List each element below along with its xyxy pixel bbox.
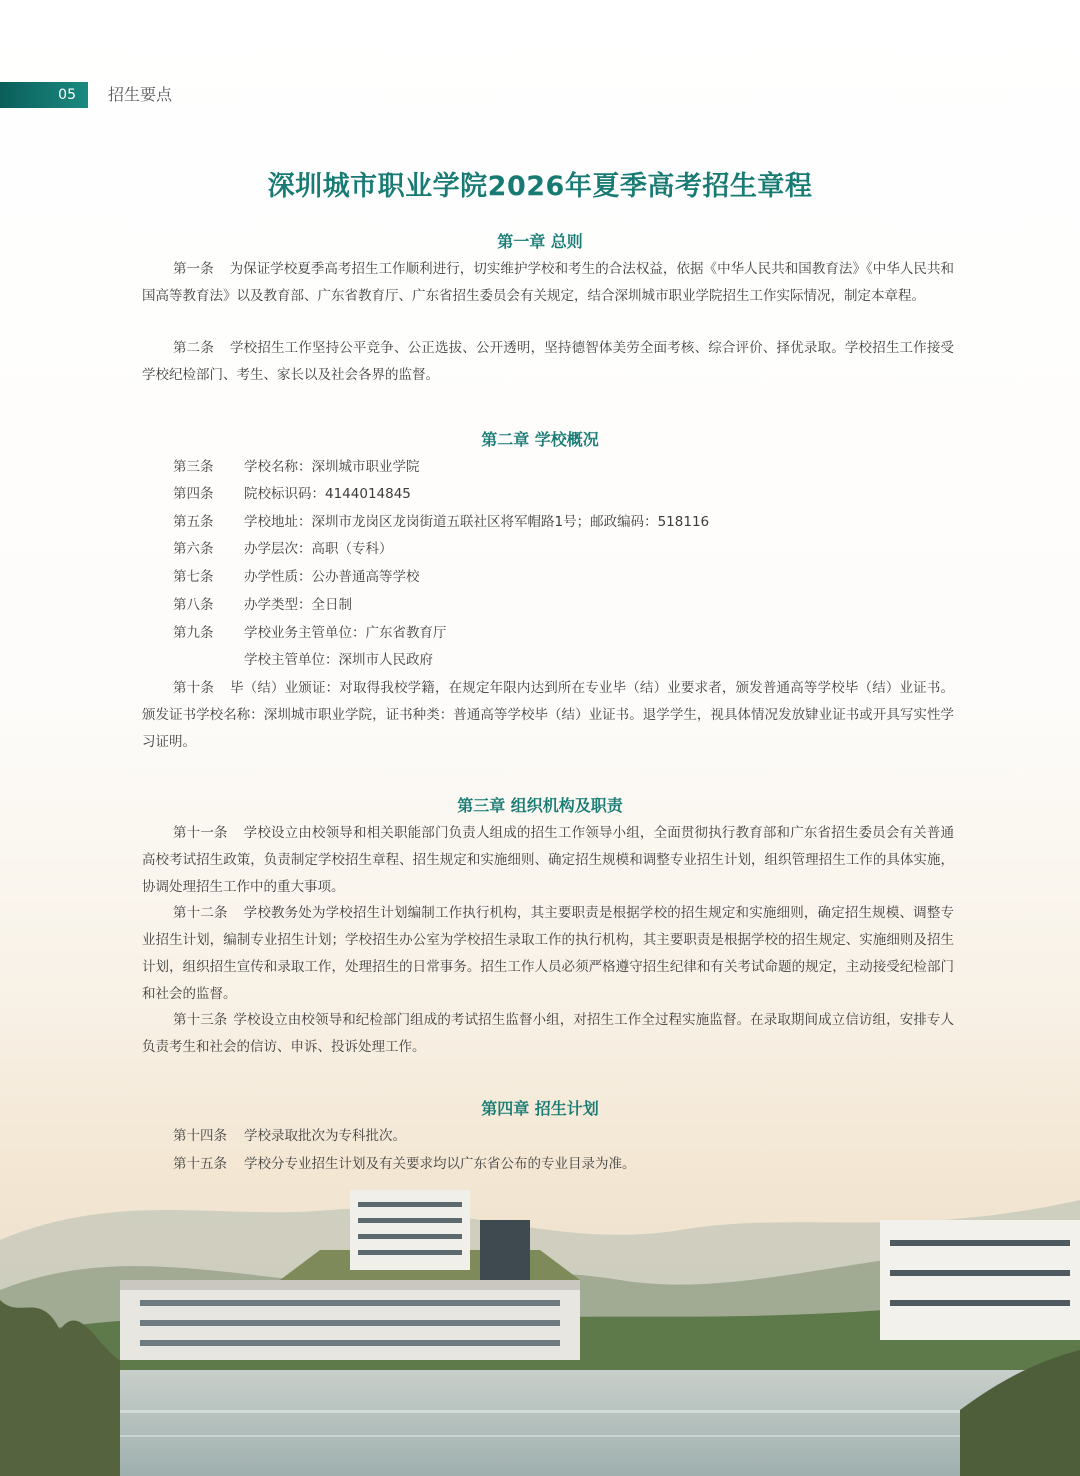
- article-2: [142, 335, 954, 389]
- article-label: 第八条: [173, 597, 214, 613]
- article-3: [173, 454, 420, 481]
- article-1: [142, 256, 954, 310]
- article-label: 第十一条: [173, 825, 228, 841]
- article-label: 第十五条: [173, 1156, 227, 1172]
- article-6: [173, 536, 393, 563]
- article-text: 学校设立由校领导和纪检部门组成的考试招生监督小组，对招生工作全过程实施监督。在录取期间成立信访组，安排专人负责考生和社会的信访、申诉、投诉处理工作。: [142, 1012, 955, 1055]
- article-label: 第一条: [173, 261, 214, 277]
- article-text: 学校主管单位：深圳市人民政府: [244, 652, 433, 668]
- article-text: 学校招生工作坚持公平竞争、公正选拔、公开透明，坚持德智体美劳全面考核、综合评价、择优录取。学校招生工作接受学校纪检部门、考生、家长以及社会各界的监督。: [142, 340, 955, 383]
- article-14: [173, 1123, 406, 1150]
- chapter-heading-3: 第三章 组织机构及职责: [457, 796, 623, 815]
- article-text: 毕（结）业颁证：对取得我校学籍，在规定年限内达到所在专业毕（结）业要求者，颁发普通高等学校毕（结）业证书。颁发证书学校名称：深圳城市职业学院，证书种类：普通高等学校毕（结）业证书。退学学生，视具体情况发放肄业证书或开具写实性学习证明。: [142, 680, 955, 750]
- article-label: 第九条: [173, 625, 214, 641]
- article-label: 第十四条: [173, 1128, 227, 1144]
- article-text: 学校名称：深圳城市职业学院: [244, 459, 420, 475]
- chapter-heading-1: 第一章 总则: [497, 232, 583, 251]
- article-label: 第十二条: [173, 905, 228, 921]
- article-text: 学校分专业招生计划及有关要求均以广东省公布的专业目录为准。: [244, 1156, 636, 1172]
- document-title: 深圳城市职业学院2026年夏季高考招生章程: [267, 171, 813, 202]
- article-text: 为保证学校夏季高考招生工作顺利进行，切实维护学校和考生的合法权益，依据《中华人民共和国教育法》《中华人民共和国高等教育法》以及教育部、广东省教育厅、广东省招生委员会有关规定，结合深圳城市职业学院招生工作实际情况，制定本章程。: [142, 261, 955, 304]
- article-text: 学校设立由校领导和相关职能部门负责人组成的招生工作领导小组，全面贯彻执行教育部和广东省招生委员会有关普通高校考试招生政策，负责制定学校招生章程、招生规定和实施细则、确定招生规模和调整专业招生计划，组织管理招生工作的具体实施，协调处理招生工作中的重大事项。: [142, 825, 955, 895]
- article-label: 第六条: [173, 541, 214, 557]
- article-5: [173, 509, 709, 536]
- article-text: 院校标识码：4144014845: [244, 486, 411, 502]
- chapter-heading-2: 第二章 学校概况: [481, 430, 599, 449]
- article-15: [173, 1151, 636, 1178]
- article-text: 学校教务处为学校招生计划编制工作执行机构，其主要职责是根据学校的招生规定和实施细则，确定招生规模、调整专业招生计划，编制专业招生计划；学校招生办公室为学校招生录取工作的执行机构，其主要职责是根据学校的招生规定、实施细则及招生计划，组织招生宣传和录取工作，处理招生的日常事务。招生工作人员必须严格遵守招生纪律和有关考试命题的规定，主动接受纪检部门和社会的监督。: [142, 905, 955, 1002]
- article-11: [142, 820, 954, 901]
- article-text: 办学类型：全日制: [244, 597, 352, 613]
- article-label: 第十三条: [173, 1012, 228, 1028]
- article-label: 第四条: [173, 486, 214, 502]
- article-label: 第十条: [173, 680, 214, 696]
- chapter-heading-4: 第四章 招生计划: [481, 1099, 599, 1118]
- article-label: 第三条: [173, 459, 214, 475]
- campus-illustration: [0, 1180, 1080, 1476]
- article-label: 第七条: [173, 569, 214, 585]
- article-text: 办学层次：高职（专科）: [244, 541, 393, 557]
- article-9-continued: [244, 647, 433, 674]
- article-8: [173, 592, 352, 619]
- article-9: [173, 620, 447, 647]
- article-label: 第五条: [173, 514, 214, 530]
- article-12: [142, 900, 954, 1008]
- article-text: 办学性质：公办普通高等学校: [244, 569, 420, 585]
- article-4: [173, 481, 411, 508]
- page-number-tab: 05: [0, 82, 88, 108]
- article-text: 学校地址：深圳市龙岗区龙岗街道五联社区将军帽路1号；邮政编码：518116: [244, 514, 710, 530]
- article-text: 学校业务主管单位：广东省教育厅: [244, 625, 447, 641]
- article-text: 学校录取批次为专科批次。: [244, 1128, 406, 1144]
- section-label: 招生要点: [108, 85, 173, 104]
- article-13: [142, 1007, 954, 1061]
- article-label: 第二条: [173, 340, 214, 356]
- article-10: [142, 675, 954, 756]
- article-7: [173, 564, 420, 591]
